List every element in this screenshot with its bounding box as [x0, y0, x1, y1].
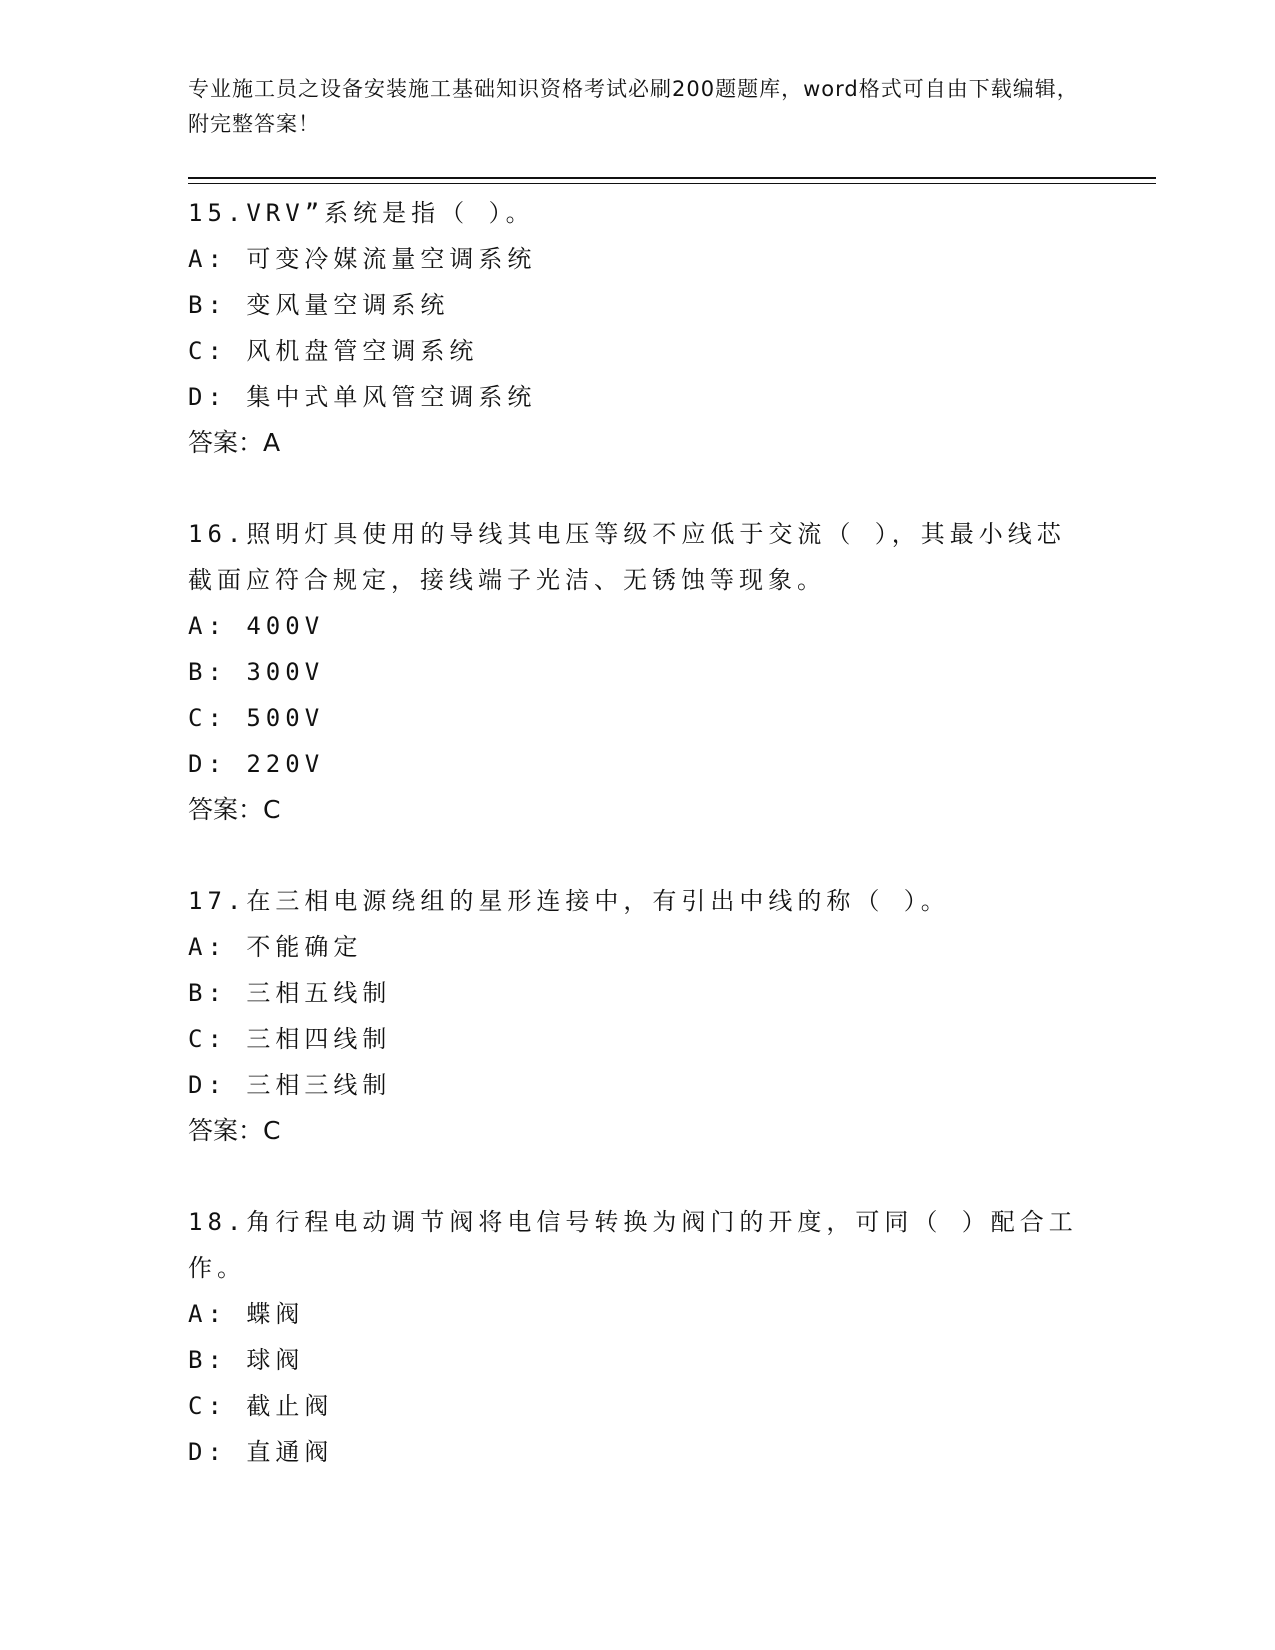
option-b: B: 300V [188, 658, 325, 686]
question-16 [188, 511, 1088, 833]
option-b: B: 三相五线制 [188, 979, 392, 1007]
question-stem: 15.VRV”系统是指（ ）。 [188, 199, 535, 227]
option-a: A: 400V [188, 612, 325, 640]
option-d: D: 三相三线制 [188, 1071, 392, 1099]
option-c: C: 三相四线制 [188, 1025, 392, 1053]
option-c: C: 500V [188, 704, 325, 732]
option-c: C: 截止阀 [188, 1392, 334, 1420]
option-c: C: 风机盘管空调系统 [188, 337, 479, 365]
header-intro-text: 专业施工员之设备安装施工基础知识资格考试必刷200题题库，word格式可自由下载编辑，附完整答案！ [188, 77, 1079, 136]
question-list [188, 190, 1088, 1520]
option-a: A: 蝶阀 [188, 1300, 305, 1328]
option-a: A: 可变冷媒流量空调系统 [188, 245, 537, 273]
option-b: B: 球阀 [188, 1346, 305, 1374]
header-divider-thick [188, 177, 1156, 179]
question-stem: 16.照明灯具使用的导线其电压等级不应低于交流（ ），其最小线芯截面应符合规定，接线端子光洁、无锈蚀等现象。 [188, 520, 1066, 594]
option-a: A: 不能确定 [188, 933, 363, 961]
option-d: D: 集中式单风管空调系统 [188, 383, 537, 411]
option-d: D: 220V [188, 750, 325, 778]
question-15 [188, 190, 1088, 466]
question-18 [188, 1199, 1088, 1475]
question-17 [188, 878, 1088, 1154]
answer-line: 答案：A [188, 428, 281, 457]
header-divider-thin [188, 183, 1156, 184]
question-stem: 17.在三相电源绕组的星形连接中，有引出中线的称（ ）。 [188, 887, 950, 915]
question-stem: 18.角行程电动调节阀将电信号转换为阀门的开度，可同（ ）配合工作。 [188, 1208, 1078, 1282]
answer-line: 答案：C [188, 795, 281, 824]
option-d: D: 直通阀 [188, 1438, 334, 1466]
option-b: B: 变风量空调系统 [188, 291, 450, 319]
document-header [188, 72, 1088, 142]
answer-line: 答案：C [188, 1116, 281, 1145]
